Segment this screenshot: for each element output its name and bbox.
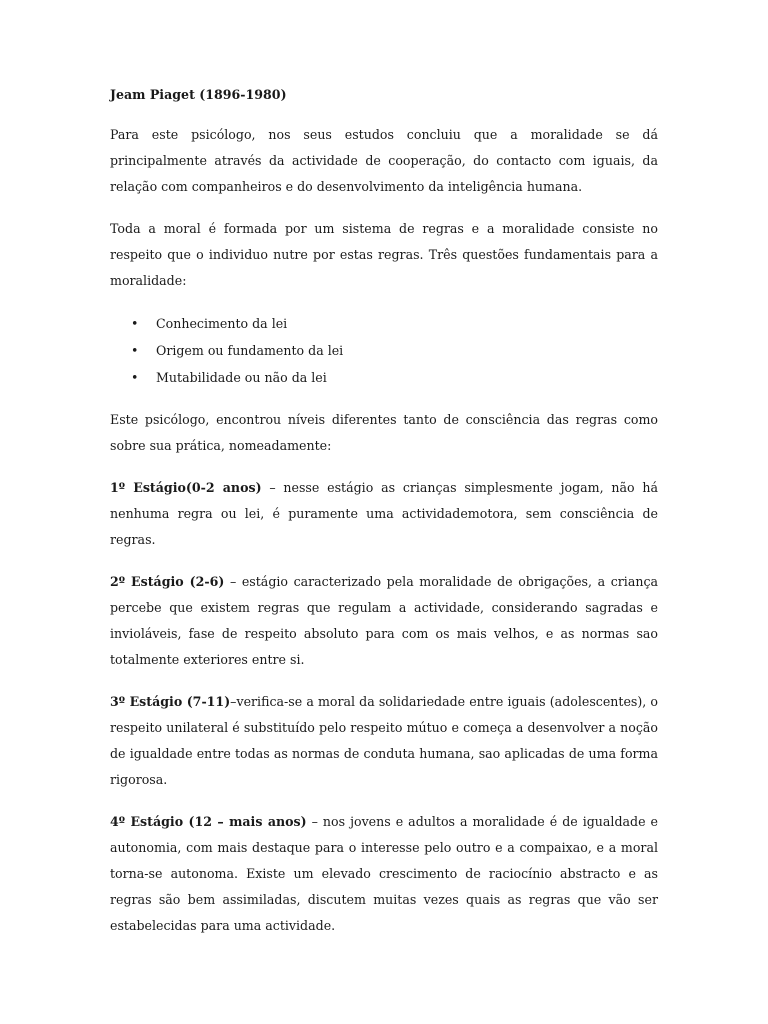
stage-3-heading: 3º Estágio (7-11) bbox=[110, 694, 231, 709]
stage-2-heading: 2º Estágio (2-6) bbox=[110, 574, 225, 589]
stage-2-text: – estágio caracterizado pela moralidade de obrigações, a criança percebe que existem regras que regulam a actividade, considerando sagradas e invioláveis, fase de respeito absoluto para com os mais velhos, e as normas sao totalmente exteriores entre si. bbox=[110, 574, 659, 667]
bullet-icon: • bbox=[131, 343, 139, 358]
document-title: Jeam Piaget (1896-1980) bbox=[110, 87, 287, 102]
bullet-icon: • bbox=[131, 316, 139, 331]
list-item bbox=[110, 310, 658, 337]
stage-3-paragraph bbox=[110, 689, 658, 793]
rules-paragraph: Toda a moral é formada por um sistema de regras e a moralidade consiste no respeito que o individuo nutre por estas regras. Três questões fundamentais para a moralidade: bbox=[110, 221, 658, 288]
document-page bbox=[110, 84, 658, 955]
list-item-text: Mutabilidade ou não da lei bbox=[156, 370, 327, 385]
stage-4-text: – nos jovens e adultos a moralidade é de igualdade e autonomia, com mais destaque para o interesse pelo outro e a compaixao, e a moral torna-se autonoma. Existe um elevado crescimento de raciocínio abstracto e as regras são bem assimiladas, discutem muitas vezes quais as regras que vão ser estabelecidas para uma actividade. bbox=[110, 814, 659, 933]
stage-1-heading: 1º Estágio(0-2 anos) bbox=[110, 480, 262, 495]
bullet-list bbox=[110, 310, 658, 391]
bullet-icon: • bbox=[131, 370, 139, 385]
intro-paragraph: Para este psicólogo, nos seus estudos concluiu que a moralidade se dá principalmente através da actividade de cooperação, do contacto com iguais, da relação com companheiros e do desenvolvimento da inteligência humana. bbox=[110, 127, 658, 194]
levels-paragraph: Este psicólogo, encontrou níveis diferentes tanto de consciência das regras como sobre sua prática, nomeadamente: bbox=[110, 412, 658, 453]
list-item-text: Origem ou fundamento da lei bbox=[156, 343, 344, 358]
stage-1-paragraph bbox=[110, 475, 658, 553]
list-item bbox=[110, 364, 658, 391]
stage-3-text: –verifica-se a moral da solidariedade entre iguais (adolescentes), o respeito unilateral é substituído pelo respeito mútuo e começa a desenvolver a noção de igualdade entre todas as normas de conduta humana, sao aplicadas de uma forma rigorosa. bbox=[110, 694, 658, 787]
stage-2-paragraph bbox=[110, 569, 658, 673]
list-item-text: Conhecimento da lei bbox=[156, 316, 288, 331]
list-item bbox=[110, 337, 658, 364]
stage-1-text: – nesse estágio as crianças simplesmente jogam, não há nenhuma regra ou lei, é puramente uma actividademotora, sem consciência de regras. bbox=[110, 480, 658, 547]
stage-4-paragraph bbox=[110, 809, 658, 939]
stage-4-heading: 4º Estágio (12 – mais anos) bbox=[110, 814, 307, 829]
